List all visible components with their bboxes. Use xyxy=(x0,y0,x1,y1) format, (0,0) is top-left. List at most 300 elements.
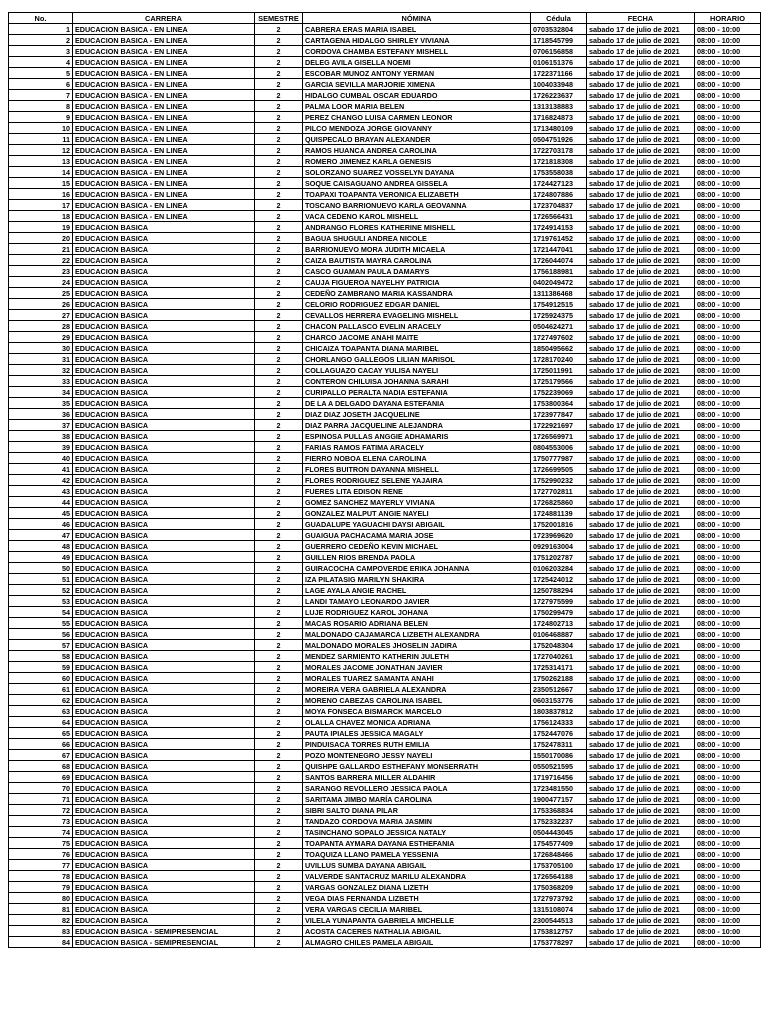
cell-fecha: sabado 17 de julio de 2021 xyxy=(587,882,695,893)
cell-fecha: sabado 17 de julio de 2021 xyxy=(587,211,695,222)
cell-no: 30 xyxy=(9,343,73,354)
cell-semestre: 2 xyxy=(255,365,303,376)
cell-cedula: 0504443045 xyxy=(531,827,587,838)
cell-nomina: SARANGO REVOLLERO JESSICA PAOLA xyxy=(303,783,531,794)
cell-cedula: 1750777987 xyxy=(531,453,587,464)
cell-no: 23 xyxy=(9,266,73,277)
cell-semestre: 2 xyxy=(255,486,303,497)
cell-horario: 08:00 - 10:00 xyxy=(695,464,761,475)
table-row xyxy=(9,772,761,783)
cell-semestre: 2 xyxy=(255,563,303,574)
table-row xyxy=(9,288,761,299)
cell-fecha: sabado 17 de julio de 2021 xyxy=(587,574,695,585)
cell-nomina: VACA CEDENO KAROL MISHELL xyxy=(303,211,531,222)
cell-horario: 08:00 - 10:00 xyxy=(695,24,761,35)
cell-semestre: 2 xyxy=(255,200,303,211)
cell-horario: 08:00 - 10:00 xyxy=(695,123,761,134)
cell-carrera: EDUCACION BASICA - EN LINEA xyxy=(73,178,255,189)
cell-cedula: 1726825860 xyxy=(531,497,587,508)
cell-fecha: sabado 17 de julio de 2021 xyxy=(587,915,695,926)
cell-no: 37 xyxy=(9,420,73,431)
cell-carrera: EDUCACION BASICA xyxy=(73,277,255,288)
cell-semestre: 2 xyxy=(255,904,303,915)
cell-carrera: EDUCACION BASICA xyxy=(73,695,255,706)
cell-nomina: VERA VARGAS CECILIA MARIBEL xyxy=(303,904,531,915)
cell-fecha: sabado 17 de julio de 2021 xyxy=(587,486,695,497)
cell-horario: 08:00 - 10:00 xyxy=(695,332,761,343)
cell-no: 34 xyxy=(9,387,73,398)
cell-nomina: CHACON PALLASCO EVELIN ARACELY xyxy=(303,321,531,332)
cell-fecha: sabado 17 de julio de 2021 xyxy=(587,266,695,277)
cell-fecha: sabado 17 de julio de 2021 xyxy=(587,794,695,805)
cell-cedula: 1724807886 xyxy=(531,189,587,200)
cell-horario: 08:00 - 10:00 xyxy=(695,728,761,739)
cell-horario: 08:00 - 10:00 xyxy=(695,508,761,519)
cell-fecha: sabado 17 de julio de 2021 xyxy=(587,79,695,90)
cell-nomina: CARTAGENA HIDALGO SHIRLEY VIVIANA xyxy=(303,35,531,46)
cell-nomina: SARITAMA JIMBO MARÍA CAROLINA xyxy=(303,794,531,805)
table-row xyxy=(9,607,761,618)
cell-fecha: sabado 17 de julio de 2021 xyxy=(587,651,695,662)
cell-no: 51 xyxy=(9,574,73,585)
cell-no: 63 xyxy=(9,706,73,717)
cell-horario: 08:00 - 10:00 xyxy=(695,794,761,805)
cell-horario: 08:00 - 10:00 xyxy=(695,772,761,783)
cell-fecha: sabado 17 de julio de 2021 xyxy=(587,585,695,596)
cell-carrera: EDUCACION BASICA xyxy=(73,783,255,794)
cell-carrera: EDUCACION BASICA xyxy=(73,750,255,761)
cell-fecha: sabado 17 de julio de 2021 xyxy=(587,772,695,783)
table-row xyxy=(9,761,761,772)
cell-fecha: sabado 17 de julio de 2021 xyxy=(587,684,695,695)
table-row xyxy=(9,101,761,112)
cell-cedula: 1004033948 xyxy=(531,79,587,90)
cell-carrera: EDUCACION BASICA xyxy=(73,332,255,343)
table-row xyxy=(9,794,761,805)
cell-nomina: DIAZ DIAZ JOSETH JACQUELINE xyxy=(303,409,531,420)
cell-carrera: EDUCACION BASICA - EN LINEA xyxy=(73,24,255,35)
table-row xyxy=(9,508,761,519)
cell-carrera: EDUCACION BASICA xyxy=(73,365,255,376)
cell-horario: 08:00 - 10:00 xyxy=(695,893,761,904)
table-row xyxy=(9,805,761,816)
cell-semestre: 2 xyxy=(255,90,303,101)
cell-nomina: ALMAGRO CHILES PAMELA ABIGAIL xyxy=(303,937,531,948)
table-row xyxy=(9,376,761,387)
cell-cedula: 0703532804 xyxy=(531,24,587,35)
cell-carrera: EDUCACION BASICA xyxy=(73,409,255,420)
cell-semestre: 2 xyxy=(255,508,303,519)
cell-cedula: 1725924375 xyxy=(531,310,587,321)
cell-horario: 08:00 - 10:00 xyxy=(695,420,761,431)
cell-nomina: SANTOS BARRERA MILLER ALDAHIR xyxy=(303,772,531,783)
cell-nomina: CASCO GUAMAN PAULA DAMARYS xyxy=(303,266,531,277)
cell-nomina: MOREIRA VERA GABRIELA ALEXANDRA xyxy=(303,684,531,695)
cell-cedula: 1725314171 xyxy=(531,662,587,673)
cell-cedula: 1753800364 xyxy=(531,398,587,409)
cell-carrera: EDUCACION BASICA xyxy=(73,717,255,728)
cell-cedula: 1850495662 xyxy=(531,343,587,354)
cell-fecha: sabado 17 de julio de 2021 xyxy=(587,563,695,574)
cell-horario: 08:00 - 10:00 xyxy=(695,112,761,123)
cell-carrera: EDUCACION BASICA xyxy=(73,244,255,255)
cell-nomina: PILCO MENDOZA JORGE GIOVANNY xyxy=(303,123,531,134)
cell-no: 48 xyxy=(9,541,73,552)
cell-fecha: sabado 17 de julio de 2021 xyxy=(587,849,695,860)
cell-nomina: TASINCHANO SOPALO JESSICA NATALY xyxy=(303,827,531,838)
cell-horario: 08:00 - 10:00 xyxy=(695,607,761,618)
cell-cedula: 0106203284 xyxy=(531,563,587,574)
cell-fecha: sabado 17 de julio de 2021 xyxy=(587,717,695,728)
cell-cedula: 1727973792 xyxy=(531,893,587,904)
cell-cedula: 1803837812 xyxy=(531,706,587,717)
cell-cedula: 1756124333 xyxy=(531,717,587,728)
cell-nomina: DIAZ PARRA JACQUELINE ALEJANDRA xyxy=(303,420,531,431)
cell-fecha: sabado 17 de julio de 2021 xyxy=(587,827,695,838)
cell-no: 62 xyxy=(9,695,73,706)
cell-semestre: 2 xyxy=(255,332,303,343)
table-row xyxy=(9,145,761,156)
cell-horario: 08:00 - 10:00 xyxy=(695,288,761,299)
cell-nomina: ACOSTA CACERES NATHALIA ABIGAIL xyxy=(303,926,531,937)
cell-semestre: 2 xyxy=(255,46,303,57)
cell-carrera: EDUCACION BASICA - SEMIPRESENCIAL xyxy=(73,937,255,948)
cell-carrera: EDUCACION BASICA xyxy=(73,574,255,585)
cell-cedula: 1722921697 xyxy=(531,420,587,431)
cell-nomina: CURIPALLO PERALTA NADIA ESTEFANIA xyxy=(303,387,531,398)
table-row xyxy=(9,915,761,926)
cell-carrera: EDUCACION BASICA - EN LINEA xyxy=(73,35,255,46)
cell-carrera: EDUCACION BASICA xyxy=(73,772,255,783)
cell-semestre: 2 xyxy=(255,717,303,728)
cell-cedula: 1725011991 xyxy=(531,365,587,376)
table-row xyxy=(9,585,761,596)
cell-carrera: EDUCACION BASICA xyxy=(73,552,255,563)
table-row xyxy=(9,134,761,145)
cell-carrera: EDUCACION BASICA xyxy=(73,266,255,277)
cell-no: 47 xyxy=(9,530,73,541)
table-row xyxy=(9,519,761,530)
header-fecha: FECHA xyxy=(587,13,695,24)
cell-no: 83 xyxy=(9,926,73,937)
cell-semestre: 2 xyxy=(255,926,303,937)
cell-carrera: EDUCACION BASICA xyxy=(73,464,255,475)
cell-fecha: sabado 17 de julio de 2021 xyxy=(587,200,695,211)
cell-nomina: OLALLA CHAVEZ MONICA ADRIANA xyxy=(303,717,531,728)
cell-carrera: EDUCACION BASICA - EN LINEA xyxy=(73,57,255,68)
table-row xyxy=(9,541,761,552)
cell-carrera: EDUCACION BASICA - EN LINEA xyxy=(73,90,255,101)
cell-horario: 08:00 - 10:00 xyxy=(695,244,761,255)
cell-carrera: EDUCACION BASICA xyxy=(73,321,255,332)
cell-nomina: CELORIO RODRIGUEZ EDGAR DANIEL xyxy=(303,299,531,310)
cell-no: 31 xyxy=(9,354,73,365)
cell-cedula: 1753368834 xyxy=(531,805,587,816)
cell-cedula: 1726566431 xyxy=(531,211,587,222)
cell-semestre: 2 xyxy=(255,937,303,948)
cell-fecha: sabado 17 de julio de 2021 xyxy=(587,497,695,508)
cell-semestre: 2 xyxy=(255,79,303,90)
cell-no: 79 xyxy=(9,882,73,893)
cell-carrera: EDUCACION BASICA xyxy=(73,486,255,497)
cell-horario: 08:00 - 10:00 xyxy=(695,222,761,233)
cell-nomina: ANDRANGO FLORES KATHERINE MISHELL xyxy=(303,222,531,233)
table-row xyxy=(9,750,761,761)
cell-fecha: sabado 17 de julio de 2021 xyxy=(587,706,695,717)
table-row xyxy=(9,398,761,409)
cell-cedula: 1550170086 xyxy=(531,750,587,761)
cell-no: 7 xyxy=(9,90,73,101)
table-row xyxy=(9,112,761,123)
cell-no: 84 xyxy=(9,937,73,948)
table-row xyxy=(9,123,761,134)
table-row xyxy=(9,695,761,706)
cell-semestre: 2 xyxy=(255,651,303,662)
cell-nomina: GOMEZ SANCHEZ MAYERLY VIVIANA xyxy=(303,497,531,508)
spreadsheet xyxy=(8,12,760,948)
cell-carrera: EDUCACION BASICA - EN LINEA xyxy=(73,79,255,90)
cell-carrera: EDUCACION BASICA xyxy=(73,706,255,717)
cell-no: 41 xyxy=(9,464,73,475)
table-row xyxy=(9,409,761,420)
cell-semestre: 2 xyxy=(255,893,303,904)
cell-horario: 08:00 - 10:00 xyxy=(695,706,761,717)
cell-horario: 08:00 - 10:00 xyxy=(695,189,761,200)
cell-carrera: EDUCACION BASICA - EN LINEA xyxy=(73,46,255,57)
cell-nomina: PAUTA IPIALES JESSICA MAGALY xyxy=(303,728,531,739)
table-row xyxy=(9,486,761,497)
cell-no: 81 xyxy=(9,904,73,915)
cell-semestre: 2 xyxy=(255,860,303,871)
cell-fecha: sabado 17 de julio de 2021 xyxy=(587,112,695,123)
cell-carrera: EDUCACION BASICA xyxy=(73,222,255,233)
cell-carrera: EDUCACION BASICA xyxy=(73,761,255,772)
table-row xyxy=(9,618,761,629)
cell-cedula: 1753778297 xyxy=(531,937,587,948)
cell-no: 49 xyxy=(9,552,73,563)
cell-carrera: EDUCACION BASICA - EN LINEA xyxy=(73,145,255,156)
cell-horario: 08:00 - 10:00 xyxy=(695,585,761,596)
cell-semestre: 2 xyxy=(255,794,303,805)
cell-nomina: IZA PILATASIG MARILYN SHAKIRA xyxy=(303,574,531,585)
cell-no: 82 xyxy=(9,915,73,926)
cell-cedula: 1727702811 xyxy=(531,486,587,497)
cell-no: 39 xyxy=(9,442,73,453)
header-horario: HORARIO xyxy=(695,13,761,24)
cell-fecha: sabado 17 de julio de 2021 xyxy=(587,90,695,101)
cell-semestre: 2 xyxy=(255,530,303,541)
cell-horario: 08:00 - 10:00 xyxy=(695,486,761,497)
cell-nomina: MALDONADO CAJAMARCA LIZBETH ALEXANDRA xyxy=(303,629,531,640)
cell-fecha: sabado 17 de julio de 2021 xyxy=(587,530,695,541)
cell-cedula: 1753705100 xyxy=(531,860,587,871)
cell-no: 42 xyxy=(9,475,73,486)
cell-carrera: EDUCACION BASICA xyxy=(73,728,255,739)
cell-fecha: sabado 17 de julio de 2021 xyxy=(587,299,695,310)
cell-fecha: sabado 17 de julio de 2021 xyxy=(587,926,695,937)
cell-carrera: EDUCACION BASICA xyxy=(73,299,255,310)
table-row xyxy=(9,464,761,475)
table-row xyxy=(9,552,761,563)
cell-semestre: 2 xyxy=(255,728,303,739)
table-row xyxy=(9,354,761,365)
header-carrera: CARRERA xyxy=(73,13,255,24)
table-row xyxy=(9,233,761,244)
cell-semestre: 2 xyxy=(255,574,303,585)
cell-horario: 08:00 - 10:00 xyxy=(695,662,761,673)
cell-carrera: EDUCACION BASICA xyxy=(73,475,255,486)
cell-fecha: sabado 17 de julio de 2021 xyxy=(587,728,695,739)
cell-nomina: FARIAS RAMOS FATIMA ARACELY xyxy=(303,442,531,453)
table-row xyxy=(9,167,761,178)
cell-nomina: MORENO CABEZAS CAROLINA ISABEL xyxy=(303,695,531,706)
cell-fecha: sabado 17 de julio de 2021 xyxy=(587,893,695,904)
cell-nomina: TOAPAXI TOAPANTA VERONICA ELIZABETH xyxy=(303,189,531,200)
cell-fecha: sabado 17 de julio de 2021 xyxy=(587,860,695,871)
cell-fecha: sabado 17 de julio de 2021 xyxy=(587,816,695,827)
cell-cedula: 1752239069 xyxy=(531,387,587,398)
cell-fecha: sabado 17 de julio de 2021 xyxy=(587,156,695,167)
cell-carrera: EDUCACION BASICA - EN LINEA xyxy=(73,134,255,145)
cell-fecha: sabado 17 de julio de 2021 xyxy=(587,387,695,398)
table-row xyxy=(9,882,761,893)
cell-cedula: 1723969620 xyxy=(531,530,587,541)
cell-fecha: sabado 17 de julio de 2021 xyxy=(587,376,695,387)
cell-semestre: 2 xyxy=(255,805,303,816)
cell-semestre: 2 xyxy=(255,761,303,772)
cell-semestre: 2 xyxy=(255,244,303,255)
cell-nomina: POZO MONTENEGRO JESSY NAYELI xyxy=(303,750,531,761)
cell-fecha: sabado 17 de julio de 2021 xyxy=(587,783,695,794)
cell-cedula: 1726699505 xyxy=(531,464,587,475)
table-row xyxy=(9,827,761,838)
cell-no: 64 xyxy=(9,717,73,728)
cell-fecha: sabado 17 de julio de 2021 xyxy=(587,145,695,156)
cell-no: 57 xyxy=(9,640,73,651)
table-row xyxy=(9,893,761,904)
cell-no: 55 xyxy=(9,618,73,629)
table-row xyxy=(9,838,761,849)
cell-semestre: 2 xyxy=(255,816,303,827)
table-row xyxy=(9,255,761,266)
cell-cedula: 1315108074 xyxy=(531,904,587,915)
cell-semestre: 2 xyxy=(255,189,303,200)
cell-carrera: EDUCACION BASICA - EN LINEA xyxy=(73,112,255,123)
table-row xyxy=(9,420,761,431)
cell-semestre: 2 xyxy=(255,750,303,761)
cell-horario: 08:00 - 10:00 xyxy=(695,827,761,838)
cell-horario: 08:00 - 10:00 xyxy=(695,211,761,222)
cell-no: 9 xyxy=(9,112,73,123)
table-row xyxy=(9,860,761,871)
cell-horario: 08:00 - 10:00 xyxy=(695,618,761,629)
cell-horario: 08:00 - 10:00 xyxy=(695,46,761,57)
table-row xyxy=(9,706,761,717)
cell-horario: 08:00 - 10:00 xyxy=(695,156,761,167)
cell-fecha: sabado 17 de julio de 2021 xyxy=(587,134,695,145)
cell-cedula: 1723704837 xyxy=(531,200,587,211)
cell-nomina: RAMOS HUANCA ANDREA CAROLINA xyxy=(303,145,531,156)
cell-nomina: VALVERDE SANTACRUZ MARILU ALEXANDRA xyxy=(303,871,531,882)
cell-semestre: 2 xyxy=(255,475,303,486)
cell-cedula: 0402049472 xyxy=(531,277,587,288)
cell-horario: 08:00 - 10:00 xyxy=(695,574,761,585)
cell-nomina: DE LA A DELGADO DAYANA ESTEFANIA xyxy=(303,398,531,409)
cell-fecha: sabado 17 de julio de 2021 xyxy=(587,420,695,431)
cell-no: 6 xyxy=(9,79,73,90)
header-nomina: NÓMINA xyxy=(303,13,531,24)
cell-semestre: 2 xyxy=(255,882,303,893)
cell-no: 11 xyxy=(9,134,73,145)
cell-nomina: BARRIONUEVO MORA JUDITH MICAELA xyxy=(303,244,531,255)
cell-cedula: 1725179566 xyxy=(531,376,587,387)
cell-carrera: EDUCACION BASICA - EN LINEA xyxy=(73,189,255,200)
cell-no: 53 xyxy=(9,596,73,607)
cell-horario: 08:00 - 10:00 xyxy=(695,354,761,365)
cell-fecha: sabado 17 de julio de 2021 xyxy=(587,321,695,332)
cell-semestre: 2 xyxy=(255,167,303,178)
table-row xyxy=(9,739,761,750)
cell-no: 15 xyxy=(9,178,73,189)
cell-no: 67 xyxy=(9,750,73,761)
cell-carrera: EDUCACION BASICA xyxy=(73,530,255,541)
cell-semestre: 2 xyxy=(255,739,303,750)
cell-horario: 08:00 - 10:00 xyxy=(695,178,761,189)
table-row xyxy=(9,629,761,640)
cell-semestre: 2 xyxy=(255,431,303,442)
cell-nomina: ROMERO JIMENEZ KARLA GENESIS xyxy=(303,156,531,167)
cell-no: 65 xyxy=(9,728,73,739)
cell-fecha: sabado 17 de julio de 2021 xyxy=(587,508,695,519)
cell-no: 71 xyxy=(9,794,73,805)
cell-nomina: LAGE AYALA ANGIE RACHEL xyxy=(303,585,531,596)
cell-carrera: EDUCACION BASICA xyxy=(73,233,255,244)
cell-no: 20 xyxy=(9,233,73,244)
table-row xyxy=(9,431,761,442)
cell-semestre: 2 xyxy=(255,35,303,46)
cell-cedula: 1754577409 xyxy=(531,838,587,849)
cell-fecha: sabado 17 de julio de 2021 xyxy=(587,167,695,178)
cell-no: 75 xyxy=(9,838,73,849)
cell-no: 19 xyxy=(9,222,73,233)
cell-semestre: 2 xyxy=(255,497,303,508)
cell-horario: 08:00 - 10:00 xyxy=(695,750,761,761)
cell-cedula: 1713480109 xyxy=(531,123,587,134)
cell-semestre: 2 xyxy=(255,321,303,332)
cell-carrera: EDUCACION BASICA xyxy=(73,629,255,640)
header-semestre: SEMESTRE xyxy=(255,13,303,24)
cell-horario: 08:00 - 10:00 xyxy=(695,497,761,508)
cell-semestre: 2 xyxy=(255,57,303,68)
cell-carrera: EDUCACION BASICA xyxy=(73,398,255,409)
cell-fecha: sabado 17 de julio de 2021 xyxy=(587,442,695,453)
cell-carrera: EDUCACION BASICA xyxy=(73,354,255,365)
cell-horario: 08:00 - 10:00 xyxy=(695,321,761,332)
cell-no: 16 xyxy=(9,189,73,200)
cell-no: 14 xyxy=(9,167,73,178)
cell-carrera: EDUCACION BASICA xyxy=(73,794,255,805)
cell-no: 68 xyxy=(9,761,73,772)
cell-fecha: sabado 17 de julio de 2021 xyxy=(587,695,695,706)
cell-horario: 08:00 - 10:00 xyxy=(695,145,761,156)
cell-horario: 08:00 - 10:00 xyxy=(695,838,761,849)
cell-fecha: sabado 17 de julio de 2021 xyxy=(587,805,695,816)
cell-fecha: sabado 17 de julio de 2021 xyxy=(587,24,695,35)
cell-carrera: EDUCACION BASICA xyxy=(73,871,255,882)
cell-carrera: EDUCACION BASICA xyxy=(73,805,255,816)
table-row xyxy=(9,530,761,541)
cell-nomina: COLLAGUAZO CACAY YULISA NAYELI xyxy=(303,365,531,376)
